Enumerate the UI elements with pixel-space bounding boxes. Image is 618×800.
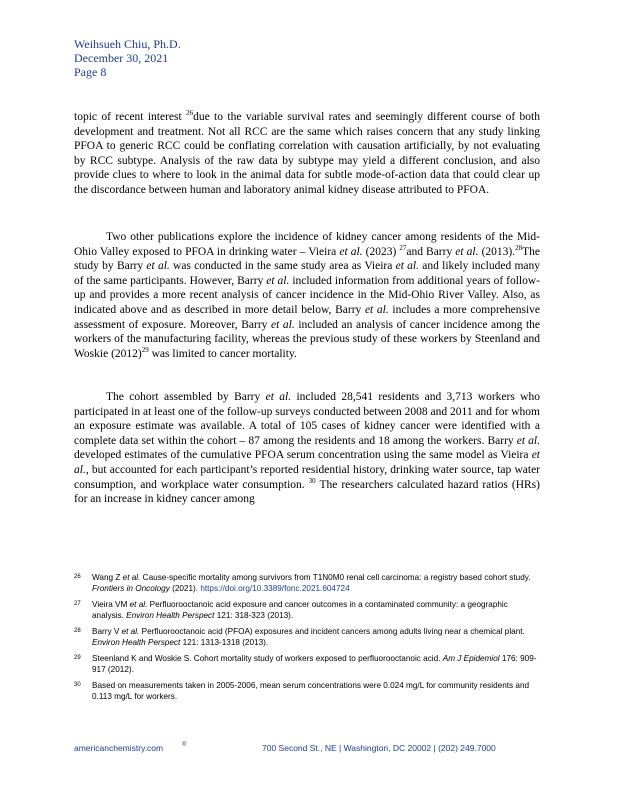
et-al: et al.	[266, 274, 290, 287]
footnote-text: Wang Z et al. Cause-specific mortality among survivors from T1N0M0 renal cell carcinoma: a registry based cohort study. Frontiers in Oncology (2021). https://doi.org/10.3389/fonc.2021.604724	[92, 573, 531, 593]
footnote-number: 28	[74, 628, 81, 634]
p2-text: (2023)	[362, 245, 400, 258]
p2-text: was limited to cancer mortality.	[148, 347, 297, 360]
footnote-text: Barry V et al. Perfluorooctanoic acid (PFOA) exposures and incident cancers among adults living near a chemical plant. Environ Health Perspect 121: 1313-1318 (2013).	[92, 627, 525, 647]
footnote-ref-27[interactable]: 27	[399, 243, 407, 252]
footer-mark: ®	[182, 742, 187, 748]
footnote-text: Steenland K and Woskie S. Cohort mortality study of workers exposed to perfluorooctanoic acid. Am J Epidemiol 176: 909-917 (2012).	[92, 654, 537, 674]
p2-text: and Barry	[406, 245, 456, 258]
p2-text: The study by Barry	[74, 245, 540, 273]
p3-text: The researchers calculated hazard ratios (HRs) for an increase in kidney cancer among	[74, 478, 540, 506]
footnote-ref-29[interactable]: 29	[141, 345, 149, 354]
paragraph-2	[74, 230, 540, 361]
p2-text: and likely included many of the same participants. However, Barry	[74, 260, 540, 287]
footnote-ref-28[interactable]: 28	[515, 243, 523, 252]
footnote-text: Based on measurements taken in 2005-2006, mean serum concentrations were 0.024 mg/L for community residents and 0.113 mg/L for workers.	[92, 681, 530, 701]
paragraph-1	[74, 110, 540, 198]
footnote-28	[74, 626, 540, 648]
doi-link[interactable]: https://doi.org/10.3389/fonc.2021.604724	[200, 584, 350, 593]
et-al: et al.	[146, 260, 170, 273]
footnote-30	[74, 680, 540, 702]
footnote-number: 29	[74, 655, 81, 661]
et-al: et al.	[265, 391, 292, 403]
p3-text: developed estimates of the cumulative PFOA serum concentration using the same model as Vieira	[74, 449, 532, 462]
footnote-26	[74, 572, 540, 594]
footnote-number: 26	[74, 574, 81, 580]
et-al: et al.	[271, 318, 295, 331]
website-link[interactable]: americanchemistry.com	[74, 743, 164, 753]
author-name: Weihsueh Chiu, Ph.D.	[74, 37, 181, 51]
et-al: et al.	[74, 449, 540, 476]
letter-date: December 30, 2021	[74, 51, 169, 65]
page-header	[74, 37, 181, 79]
footnote-ref-26[interactable]: 26	[186, 109, 194, 118]
et-al: et al.	[364, 303, 389, 316]
footnotes	[74, 572, 540, 707]
p2-text: Two other publications explore the incidence of kidney cancer among residents of the Mid-Ohio Valley exposed to PFOA in drinking water – Vieira	[74, 231, 540, 258]
p2-text: (2013).	[478, 245, 516, 258]
p3-text: included 28,541 residents and 3,713 workers who participated in at least one of the follow-up surveys conducted between 2008 and 2011 and for whom an exposure estimate was available. A total of 105 cases of kidney cancer were identified with a complete data set within the cohort – 87 among the residents and 18 among the workers. Barry	[74, 391, 540, 447]
et-al: et al.	[455, 245, 479, 258]
et-al: et al.	[339, 245, 363, 258]
et-al: et al.	[516, 434, 540, 447]
p3-text: The cohort assembled by Barry	[106, 391, 266, 403]
footnote-29	[74, 653, 540, 675]
footnote-number: 30	[74, 682, 81, 688]
p1-text-b: due to the variable survival rates and seemingly different course of both development and treatment. Not all RCC are the same which raises concern that any study linking PFOA to generic RCC could be conflating correlation with causation artificially, by not evaluating by RCC subtype. Analysis of the raw data by subtype may yield a different conclusion, and also provide clues to where to look in the animal data for subtle mode-of-action data that could clear up the discordance between human and laboratory animal kidney disease attributed to PFOA.	[74, 111, 540, 196]
p2-text: was conducted in the same study area as Vieira	[169, 260, 396, 273]
footnote-27	[74, 599, 540, 621]
footnote-text: Vieira VM et al. Perfluorooctanoic acid exposure and cancer outcomes in a contaminated community: a geographic analysis. Environ Health Perspect 121: 318-323 (2013).	[92, 600, 508, 620]
p2-text: included an analysis of cancer incidence among the workers of the manufacturing facility, whereas the previous study of these workers by Steenland and Woskie (2012)	[74, 318, 541, 360]
p2-text: included information from additional years of follow-up and provides a more recent analysis of cancer incidence in the Mid-Ohio River Valley. Also, as indicated above and as described in more detail below, Barry	[74, 274, 540, 316]
footer-address: 700 Second St., NE | Washington, DC 20002 | (202) 249.7000	[262, 743, 496, 753]
p2-text: includes a more comprehensive assessment of exposure. Moreover, Barry	[74, 303, 541, 331]
footnote-number: 27	[74, 601, 81, 607]
page-number: Page 8	[74, 65, 107, 79]
footnote-ref-30[interactable]: 30	[308, 476, 316, 485]
p3-text: , but accounted for each participant’s reported residential history, drinking water source, tap water consumption, and workplace water consumption.	[74, 463, 540, 491]
paragraph-3	[74, 390, 540, 507]
et-al: et al.	[395, 260, 420, 273]
p1-text-a: topic of recent interest	[74, 111, 187, 123]
